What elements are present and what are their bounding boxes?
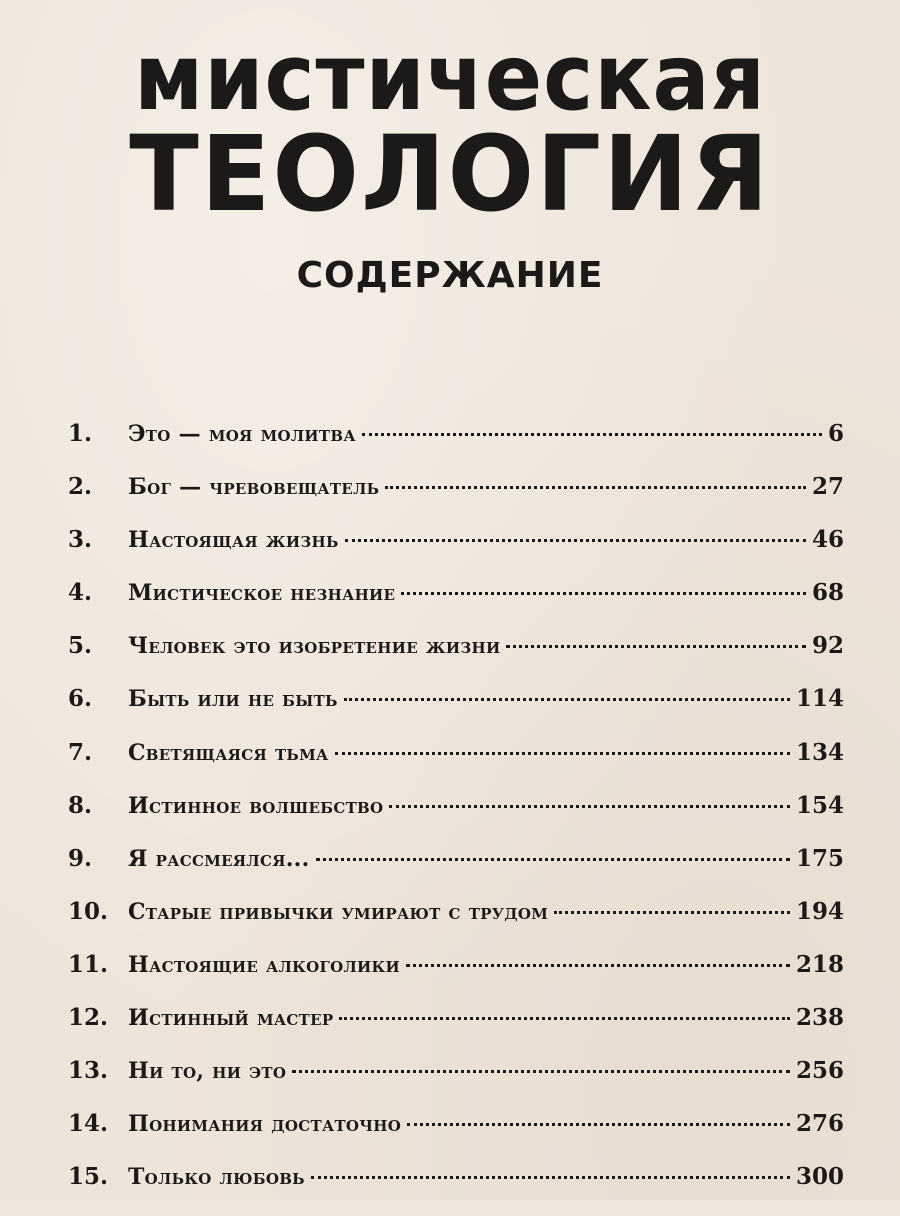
toc-page-number: 68	[811, 579, 844, 607]
toc-leader-dots	[362, 433, 822, 436]
toc-title: Я рассмеялся...	[128, 845, 310, 872]
toc-number: 6.	[68, 685, 93, 713]
toc-page-number: 154	[795, 791, 844, 819]
toc-page-number: 27	[811, 473, 844, 501]
toc-page-number: 276	[795, 1110, 844, 1138]
toc-leader-dots	[316, 858, 790, 861]
book-title-line2: ТЕОЛОГИЯ	[129, 113, 771, 235]
toc-entry-7	[68, 739, 844, 792]
toc-number: 14.	[68, 1110, 109, 1138]
toc-title: Старые привычки умирают с трудом	[128, 898, 549, 925]
contents-heading: СОДЕРЖАНИЕ	[296, 255, 604, 296]
toc-leader-dots	[311, 1176, 790, 1179]
toc-leader-dots	[506, 645, 806, 648]
toc-title: Быть или не быть	[128, 686, 338, 713]
toc-entry-6	[68, 685, 844, 738]
table-of-contents	[68, 420, 844, 1216]
toc-page-number: 175	[795, 844, 844, 872]
toc-leader-dots	[407, 1123, 790, 1126]
toc-title: Человек это изобретение жизни	[128, 633, 501, 660]
toc-title: Светящаяся тьма	[128, 739, 329, 766]
toc-entry-3	[68, 526, 844, 579]
toc-title: Настоящие алкоголики	[128, 951, 400, 978]
toc-number: 5.	[68, 632, 93, 660]
toc-page-number: 134	[795, 738, 844, 766]
toc-page-number: 92	[811, 632, 844, 660]
toc-page-number: 218	[795, 950, 844, 978]
toc-title: Настоящая жизнь	[128, 527, 339, 554]
toc-entry-15	[68, 1163, 844, 1216]
toc-entry-1	[68, 420, 844, 473]
toc-title: Истинное волшебство	[128, 792, 384, 819]
toc-number: 15.	[68, 1163, 109, 1191]
toc-leader-dots	[554, 911, 790, 914]
toc-leader-dots	[345, 539, 806, 542]
toc-number: 1.	[68, 420, 93, 447]
toc-title: Только любовь	[128, 1164, 305, 1191]
toc-page-number: 46	[811, 526, 844, 554]
toc-entry-8	[68, 792, 844, 845]
toc-title: Бог — чревовещатель	[128, 474, 380, 501]
toc-number: 11.	[68, 950, 109, 978]
toc-number: 2.	[68, 473, 93, 501]
toc-leader-dots	[339, 1017, 790, 1020]
toc-entry-10	[68, 898, 844, 951]
toc-leader-dots	[406, 964, 790, 967]
toc-number: 8.	[68, 791, 93, 819]
toc-number: 12.	[68, 1004, 109, 1032]
toc-entry-5	[68, 632, 844, 685]
toc-page-number: 6	[827, 420, 844, 447]
toc-entry-2	[68, 473, 844, 526]
toc-page-number: 238	[795, 1004, 844, 1032]
toc-leader-dots	[385, 486, 806, 489]
toc-page-number: 194	[795, 897, 844, 925]
book-title-line1: мистическая	[134, 24, 766, 131]
toc-title: Понимания достаточно	[128, 1111, 402, 1138]
toc-number: 13.	[68, 1057, 109, 1085]
toc-leader-dots	[344, 698, 790, 701]
toc-title: Ни то, ни это	[128, 1058, 287, 1085]
toc-entry-13	[68, 1057, 844, 1110]
toc-title: Истинный мастер	[128, 1005, 334, 1032]
toc-title: Мистическое незнание	[128, 580, 396, 607]
toc-page-number: 114	[795, 685, 844, 713]
toc-number: 10.	[68, 897, 109, 925]
toc-entry-4	[68, 579, 844, 632]
toc-entry-9	[68, 845, 844, 898]
toc-entry-12	[68, 1004, 844, 1057]
toc-number: 4.	[68, 579, 93, 607]
toc-leader-dots	[401, 592, 806, 595]
toc-entry-14	[68, 1110, 844, 1163]
toc-page-number: 300	[795, 1163, 844, 1191]
toc-leader-dots	[292, 1070, 790, 1073]
toc-title: Это — моя молитва	[128, 421, 356, 447]
toc-leader-dots	[335, 752, 790, 755]
toc-number: 9.	[68, 844, 93, 872]
toc-leader-dots	[389, 805, 790, 808]
toc-number: 7.	[68, 738, 93, 766]
toc-page-number: 256	[795, 1057, 844, 1085]
toc-entry-11	[68, 951, 844, 1004]
toc-number: 3.	[68, 526, 93, 554]
